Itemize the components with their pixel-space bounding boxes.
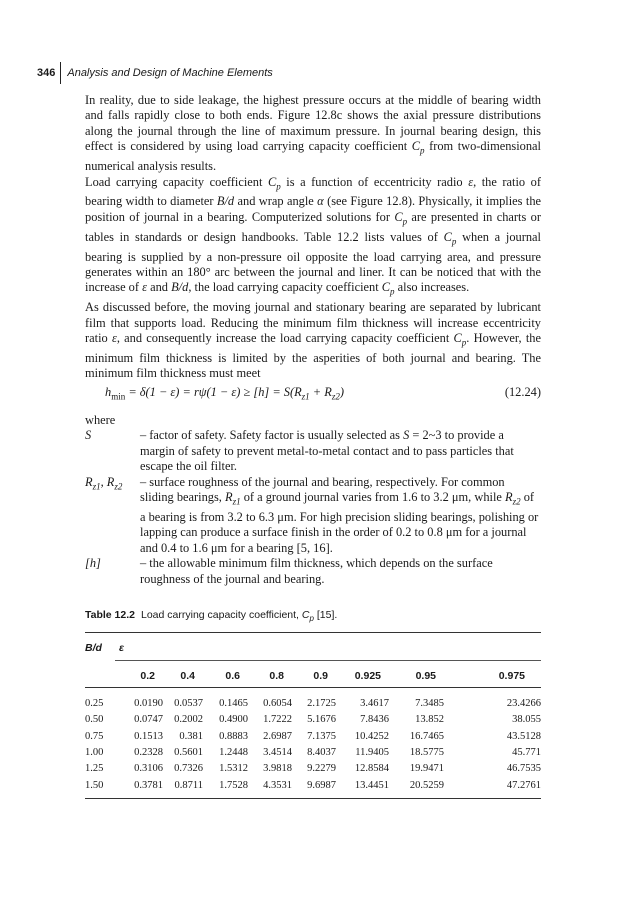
symbol-definitions [85,413,541,587]
table-cell: 0.8711 [174,779,203,791]
table-cell: 3.4617 [360,698,389,709]
table-cell: 0.2328 [134,746,163,758]
eps-header: 0.95 [415,670,436,682]
paragraph: Load carrying capacity coefficient $C_p$ is a function of eccentricity radio ε, the ratio of bearing width to diameter B/d and wrap angle α (see Figure 12.8). Physically, it implies the position of journal in a bearing. Computerized solutions for $C_p$ are presented in charts or tables in standards or design handbooks. Table 12.2 lists values of $C_p$ when a journal bearing is supplied by a non-pressure oil opposite the load carrying area, and pressure generates within an 180° arc between the journal and liner. It can be noticed that with the increase of ε and B/d, the load carrying capacity coefficient $C_p$ also increases. [85,174,542,297]
table-cell: 7.8436 [360,714,389,726]
table-cell: 0.1465 [219,698,248,709]
eps-header: 0.9 [313,670,328,682]
table-caption [85,609,337,623]
definition-row [85,475,541,557]
table-cell: 18.5775 [409,746,444,758]
table-label: Table 12.2 [85,609,135,621]
table-cell: 0.25 [85,698,104,709]
table-cell: 13.4451 [354,779,389,791]
table-cell: 11.9405 [355,746,389,758]
table-cell: 4.3531 [263,779,292,791]
table-cell: 0.1513 [134,730,163,742]
definition-text: – factor of safety. Safety factor is usually selected as S = 2~3 to provide a margin of safety to prevent metal-to-metal contact and to pass particles that escape the oil filter. [140,428,514,474]
table-cell: 9.2279 [307,763,336,775]
equation-number: (12.24) [504,385,541,399]
eps-header: 0.2 [140,670,155,682]
table-cell: 0.6054 [263,698,292,709]
definition-row [85,556,541,587]
table-cell: 3.4514 [263,746,292,758]
table-cell: 3.9818 [263,763,292,775]
table-cell: 0.381 [179,730,203,742]
table-cell: 1.2448 [219,746,248,758]
table-cell: 38.055 [512,714,541,726]
table-cell: 12.8584 [354,763,389,775]
table-cell: 10.4252 [354,730,389,742]
paragraph: As discussed before, the moving journal and stationary bearing are separated by lubricant film that supports load. Reducing the minimum film thickness will increase eccentricity ratio ε, and consequently increase the load carrying capacity coefficient $C_p$. However, the minimum film thickness is limited by the asperities of both journal and bearing. The minimum film thickness must meet [85,300,541,381]
where-label: where [85,413,116,427]
table-cell: 1.50 [85,779,104,791]
table-cell: 5.1676 [307,714,336,726]
table-cell: 0.2002 [174,714,203,726]
table-cell: 0.0190 [134,698,163,709]
definition-text: – surface roughness of the journal and bearing, respectively. For common sliding bearings, $R_{z1}$ of a ground journal varies from 1.6 to 3.2 μm, while $R_{z2}$ of a bearing is from 3.2 to 6.3 μm. For high precision sliding bearings, polishing or lapping can produce a surface finish in the order of 0.2 to 0.8 μm for a journal and 0.4 to 1.6 μm for a bearing [5, 16]. [140,474,539,555]
col-header-eps: ε [119,642,125,654]
page-number: 346 [37,67,56,79]
table-cell: 20.5259 [409,779,444,791]
table-rule [85,798,541,799]
table-cell: 46.7535 [506,763,541,775]
table-cell: 8.4037 [307,746,336,758]
body-text [85,93,541,382]
table-cell: 0.0747 [134,714,163,726]
equation-12-24: $h_{min} = \delta(1 - \varepsilon) = r\psi(1 - \varepsilon) \ge [h] = S(R_{z1} + R_{z2})$ (12.24) [105,385,541,402]
table-cell: 1.00 [85,746,104,758]
table-cell: 1.25 [85,763,104,775]
table-rule [115,660,541,661]
table-cell: 0.50 [85,714,104,726]
running-title: Analysis and Design of Machine Elements [67,67,273,79]
table-cell: 7.3485 [415,698,444,709]
definition-symbol: $R_{z1}$, $R_{z2}$ [85,474,123,492]
definition-text: – the allowable minimum film thickness, which depends on the surface roughness of the journal and bearing. [140,556,493,586]
table-cell: 1.7528 [219,779,248,791]
table-cell: 0.7326 [174,763,203,775]
eps-header: 0.925 [354,670,381,682]
table-cell: 9.6987 [307,779,336,791]
table-cell: 1.5312 [219,763,248,775]
table-cell: 13.852 [415,714,444,726]
eq-lhs: $h_{min}$ [105,385,126,402]
definition-row [85,428,541,474]
table-cell: 45.771 [512,746,541,758]
table-cell: 16.7465 [409,730,444,742]
running-header [37,62,273,84]
definition-symbol: [h] [85,556,101,571]
table-cell: 2.1725 [307,698,336,709]
table-cell: 47.2761 [506,779,541,791]
table-cell: 23.4266 [506,698,541,709]
table-cell: 0.4900 [219,714,248,726]
table-cell: 0.3106 [134,763,163,775]
table-cell: 0.0537 [174,698,203,709]
table-cell: 0.75 [85,730,104,742]
eps-header: 0.4 [180,670,195,682]
header-divider [60,62,61,84]
table-rule [85,687,541,688]
table-cell: 1.7222 [263,714,292,726]
table-cell: 0.5601 [174,746,203,758]
definition-symbol: S [85,428,92,443]
table-cell: 43.5128 [506,730,541,742]
table-title: Load carrying capacity coefficient, $C_p$ [15]. [141,609,338,624]
col-header-bd: B/d [85,642,102,654]
table-cell: 7.1375 [307,730,336,742]
eps-header: 0.8 [269,670,284,682]
table-cell: 0.8883 [219,730,248,742]
table-cell: 19.9471 [409,763,444,775]
table-cell: 2.6987 [263,730,292,742]
eps-header: 0.6 [225,670,240,682]
table-cell: 0.3781 [134,779,163,791]
paragraph: In reality, due to side leakage, the highest pressure occurs at the middle of bearing width and falls rapidly close to both ends. Figure 12.8c shows the axial pressure distributions along the journal through the line of maximum pressure. In journal bearing design, this effect is considered by using load carrying capacity coefficient $C_p$ from two-dimensional numerical analysis results. [85,93,542,174]
eps-header: 0.975 [498,670,525,682]
table-rule [85,632,541,633]
